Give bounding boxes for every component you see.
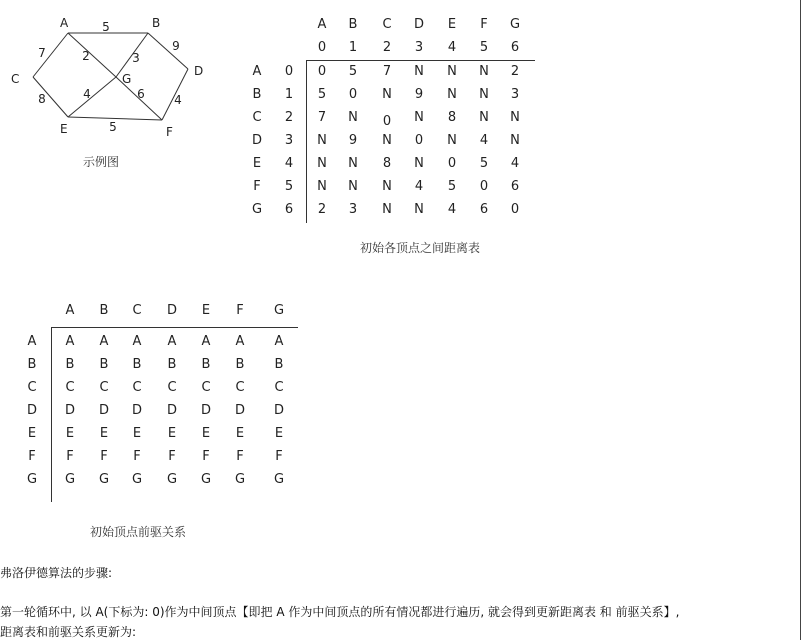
pred-cell: G <box>98 472 110 487</box>
edge-weight-a-c: 7 <box>38 46 46 60</box>
steps-heading: 弗洛伊德算法的步骤: <box>0 566 113 580</box>
dist-cell: 8 <box>382 156 392 171</box>
node-g: G <box>122 72 132 86</box>
pred-cell: F <box>168 449 176 464</box>
pred-cell: D <box>234 403 245 418</box>
dist-cell: 4 <box>414 179 424 194</box>
pred-row-letter: G <box>26 472 38 487</box>
dist-cell: N <box>382 179 392 194</box>
pred-cell: A <box>99 334 109 349</box>
dist-cell: N <box>382 202 392 217</box>
pred-cell: F <box>275 449 283 464</box>
pred-cell: C <box>99 380 109 395</box>
node-f: F <box>166 125 173 139</box>
dist-cell: 4 <box>510 156 520 171</box>
dist-col-letter: B <box>348 17 358 32</box>
dist-cell: N <box>348 156 358 171</box>
dist-cell: N <box>479 110 489 125</box>
dist-col-index: 2 <box>382 40 392 55</box>
dist-cell: 0 <box>317 64 327 79</box>
dist-cell: N <box>510 110 520 125</box>
pred-cell: E <box>201 426 211 441</box>
pred-col-letter: C <box>132 303 142 318</box>
distance-table-caption: 初始各顶点之间距离表 <box>360 241 481 255</box>
pred-cell: B <box>132 357 142 372</box>
pred-cell: C <box>235 380 245 395</box>
dist-cell: 5 <box>479 156 489 171</box>
pred-cell: A <box>132 334 142 349</box>
pred-row-letter: A <box>27 334 37 349</box>
pred-cell: D <box>131 403 142 418</box>
paragraph-line-1: 第一轮循环中, 以 A(下标为: 0)作为中间顶点【即把 A 作为中间顶点的所有情况都进行遍历, 就会得到更新距离表 和 前驱关系】, <box>0 605 680 619</box>
dist-cell: N <box>447 133 457 148</box>
pred-row-letter: B <box>27 357 37 372</box>
dist-row-index: 3 <box>284 133 294 148</box>
edge-weight-f-g: 6 <box>137 87 145 101</box>
dist-cell: 3 <box>348 202 358 217</box>
dist-row-index: 4 <box>284 156 294 171</box>
pred-cell: B <box>201 357 211 372</box>
pred-col-letter: F <box>236 303 244 318</box>
pred-cell: E <box>99 426 109 441</box>
pred-cell: E <box>235 426 245 441</box>
pred-cell: B <box>99 357 109 372</box>
pred-cell: C <box>201 380 211 395</box>
dist-row-rule <box>306 60 307 223</box>
dist-row-letter: B <box>252 87 262 102</box>
pred-cell: A <box>167 334 177 349</box>
dist-row-letter: F <box>253 179 261 194</box>
edge-weight-a-b: 5 <box>102 20 110 34</box>
dist-cell: 8 <box>447 110 457 125</box>
node-a: A <box>60 16 69 30</box>
dist-cell: 0 <box>382 114 392 129</box>
dist-cell: 0 <box>348 87 358 102</box>
pred-cell: A <box>235 334 245 349</box>
dist-row-letter: A <box>252 64 262 79</box>
dist-cell: N <box>414 110 424 125</box>
dist-row-letter: C <box>252 110 262 125</box>
dist-col-index: 5 <box>479 40 489 55</box>
edge-weight-b-d: 9 <box>172 39 180 53</box>
dist-cell: N <box>317 156 327 171</box>
dist-cell: 7 <box>382 64 392 79</box>
dist-cell: 4 <box>479 133 489 148</box>
pred-cell: G <box>273 472 285 487</box>
pred-row-letter: D <box>26 403 37 418</box>
pred-cell: D <box>200 403 211 418</box>
pred-cell: E <box>167 426 177 441</box>
pred-cell: E <box>65 426 75 441</box>
pred-cell: F <box>133 449 141 464</box>
dist-cell: N <box>510 133 520 148</box>
pred-cell: F <box>66 449 74 464</box>
pred-cell: D <box>98 403 109 418</box>
dist-cell: 5 <box>348 64 358 79</box>
predecessor-table <box>0 290 803 510</box>
dist-row-index: 2 <box>284 110 294 125</box>
dist-cell: 0 <box>479 179 489 194</box>
dist-cell: N <box>382 133 392 148</box>
dist-cell: 6 <box>479 202 489 217</box>
pred-cell: F <box>202 449 210 464</box>
pred-cell: A <box>201 334 211 349</box>
dist-col-index: 3 <box>414 40 424 55</box>
dist-cell: N <box>414 156 424 171</box>
pred-cell: G <box>64 472 76 487</box>
dist-cell: 6 <box>510 179 520 194</box>
pred-cell: G <box>131 472 143 487</box>
pred-col-letter: D <box>166 303 177 318</box>
dist-row-letter: E <box>252 156 262 171</box>
dist-cell: 9 <box>348 133 358 148</box>
graph-caption: 示例图 <box>83 155 120 169</box>
pred-row-letter: F <box>28 449 36 464</box>
dist-row-letter: G <box>251 202 263 217</box>
node-b: B <box>152 16 161 30</box>
edge-weight-a-g: 2 <box>82 49 90 63</box>
pred-cell: A <box>65 334 75 349</box>
dist-cell: 0 <box>510 202 520 217</box>
pred-col-letter: A <box>65 303 75 318</box>
dist-cell: 4 <box>447 202 457 217</box>
dist-col-letter: F <box>480 17 488 32</box>
pred-cell: A <box>274 334 284 349</box>
pred-row-letter: C <box>27 380 37 395</box>
dist-col-letter: A <box>317 17 327 32</box>
paragraph-line-2: 距离表和前驱关系更新为: <box>0 625 137 639</box>
pred-row-rule <box>51 327 52 502</box>
edge-weight-e-g: 4 <box>83 87 91 101</box>
dist-col-letter: G <box>509 17 521 32</box>
pred-cell: F <box>236 449 244 464</box>
pred-cell: C <box>65 380 75 395</box>
dist-cell: N <box>348 110 358 125</box>
pred-cell: B <box>167 357 177 372</box>
pred-col-letter: E <box>201 303 211 318</box>
pred-cell: D <box>166 403 177 418</box>
pred-cell: D <box>64 403 75 418</box>
dist-cell: N <box>382 87 392 102</box>
node-e: E <box>60 122 68 136</box>
node-c: C <box>11 72 20 86</box>
dist-col-index: 0 <box>317 40 327 55</box>
pred-col-letter: B <box>99 303 109 318</box>
dist-cell: N <box>479 87 489 102</box>
dist-row-index: 0 <box>284 64 294 79</box>
pred-cell: E <box>132 426 142 441</box>
pred-col-letter: G <box>273 303 285 318</box>
pred-cell: E <box>274 426 284 441</box>
distance-table <box>0 0 803 260</box>
dist-header-rule <box>307 60 535 61</box>
dist-col-letter: E <box>447 17 457 32</box>
dist-cell: N <box>348 179 358 194</box>
dist-cell: 9 <box>414 87 424 102</box>
dist-cell: 3 <box>510 87 520 102</box>
dist-cell: 2 <box>317 202 327 217</box>
dist-row-index: 6 <box>284 202 294 217</box>
dist-cell: 5 <box>447 179 457 194</box>
pred-cell: D <box>273 403 284 418</box>
pred-cell: G <box>166 472 178 487</box>
dist-col-letter: C <box>382 17 392 32</box>
pred-cell: B <box>274 357 284 372</box>
dist-cell: 7 <box>317 110 327 125</box>
pred-cell: B <box>65 357 75 372</box>
dist-col-index: 6 <box>510 40 520 55</box>
edge-weight-c-e: 8 <box>38 92 46 106</box>
dist-col-index: 1 <box>348 40 358 55</box>
pred-cell: C <box>167 380 177 395</box>
dist-cell: 0 <box>414 133 424 148</box>
dist-row-index: 1 <box>284 87 294 102</box>
dist-cell: N <box>447 87 457 102</box>
page-border <box>800 0 801 640</box>
dist-cell: 5 <box>317 87 327 102</box>
edge-weight-d-f: 4 <box>174 93 182 107</box>
pred-cell: C <box>132 380 142 395</box>
dist-cell: N <box>479 64 489 79</box>
pred-cell: G <box>200 472 212 487</box>
dist-cell: N <box>414 202 424 217</box>
dist-row-letter: D <box>251 133 262 148</box>
pred-cell: C <box>274 380 284 395</box>
dist-cell: N <box>414 64 424 79</box>
dist-cell: 2 <box>510 64 520 79</box>
dist-cell: N <box>447 64 457 79</box>
predecessor-table-caption: 初始顶点前驱关系 <box>90 525 187 539</box>
pred-cell: B <box>235 357 245 372</box>
pred-row-letter: E <box>27 426 37 441</box>
dist-cell: 0 <box>447 156 457 171</box>
edge-weight-b-g: 3 <box>132 51 140 65</box>
dist-row-index: 5 <box>284 179 294 194</box>
dist-cell: N <box>317 179 327 194</box>
node-d: D <box>194 64 204 78</box>
edge-weight-e-f: 5 <box>109 120 117 134</box>
dist-col-letter: D <box>413 17 424 32</box>
pred-cell: G <box>234 472 246 487</box>
pred-cell: F <box>100 449 108 464</box>
pred-header-rule <box>52 327 298 328</box>
dist-cell: N <box>317 133 327 148</box>
dist-col-index: 4 <box>447 40 457 55</box>
